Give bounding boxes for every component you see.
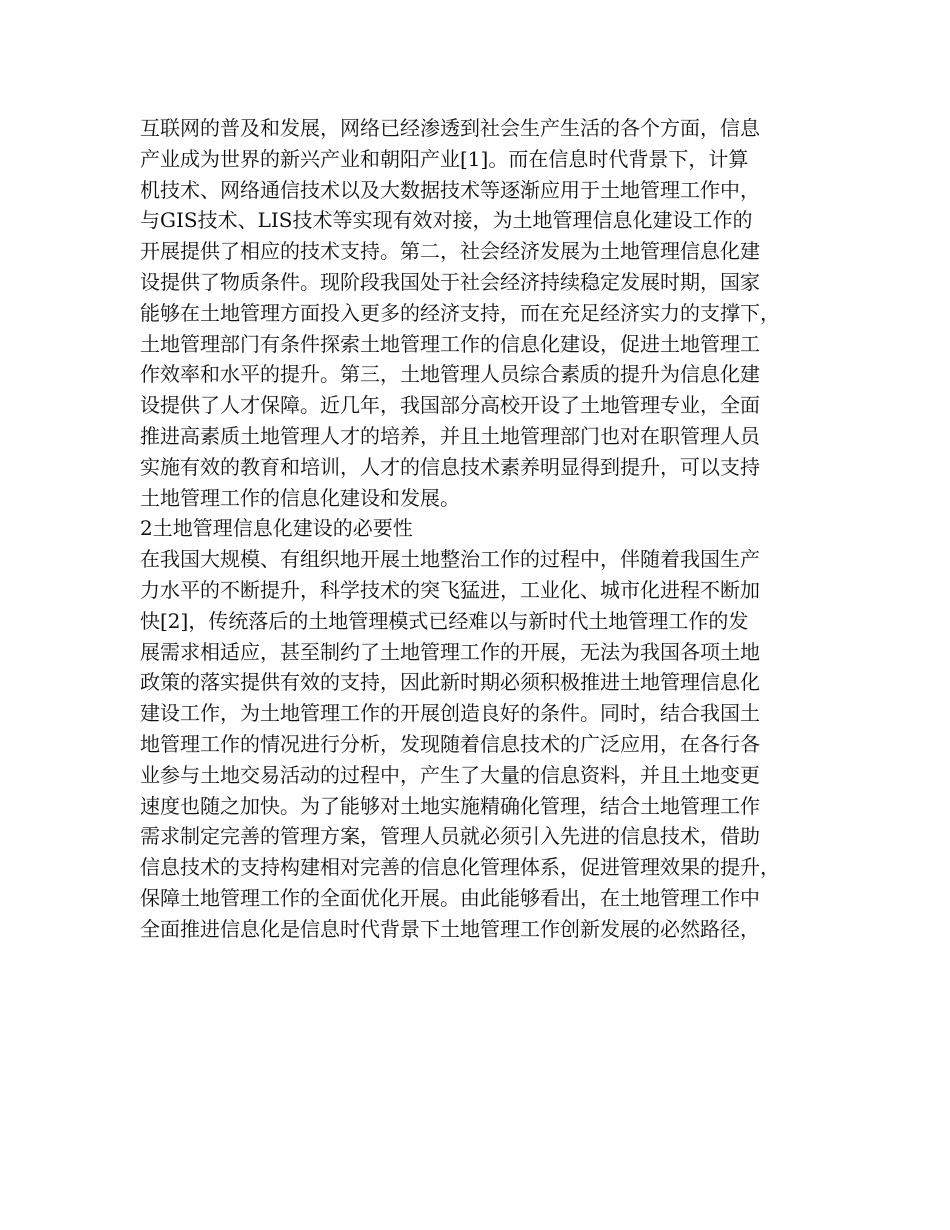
- text-line: 政策的落实提供有效的支持，因此新时期必须积极推进土地管理信息化: [140, 670, 760, 695]
- text-line: 地管理工作的情况进行分析，发现随着信息技术的广泛应用，在各行各: [140, 731, 760, 756]
- text-line: 互联网的普及和发展，网络已经渗透到社会生产生活的各个方面，信息: [140, 116, 760, 140]
- text-line: 全面推进信息化是信息时代背景下土地管理工作创新发展的必然路径，: [140, 916, 760, 941]
- text-line: 实施有效的教育和培训，人才的信息技术素养明显得到提升，可以支持: [140, 454, 760, 479]
- text-line: 机技术、网络通信技术以及大数据技术等逐渐应用于土地管理工作中，: [140, 177, 760, 202]
- text-line: 推进高素质土地管理人才的培养，并且土地管理部门也对在职管理人员: [140, 423, 760, 448]
- text-line: 产业成为世界的新兴产业和朝阳产业[1]。而在信息时代背景下，计算: [140, 146, 749, 171]
- text-line: 作效率和水平的提升。第三，土地管理人员综合素质的提升为信息化建: [140, 362, 760, 387]
- section-heading: 2土地管理信息化建设的必要性: [140, 516, 413, 541]
- text-line: 开展提供了相应的技术支持。第二，社会经济发展为土地管理信息化建: [140, 239, 760, 264]
- text-line: 在我国大规模、有组织地开展土地整治工作的过程中，伴随着我国生产: [140, 547, 760, 572]
- text-line: 保障土地管理工作的全面优化开展。由此能够看出，在土地管理工作中: [140, 885, 760, 910]
- text-line: 需求制定完善的管理方案，管理人员就必须引入先进的信息技术，借助: [140, 824, 760, 849]
- text-line: 能够在土地管理方面投入更多的经济支持，而在充足经济实力的支撑下，: [140, 300, 780, 325]
- text-line: 设提供了人才保障。近几年，我国部分高校开设了土地管理专业，全面: [140, 393, 760, 418]
- text-line: 建设工作，为土地管理工作的开展创造良好的条件。同时，结合我国土: [140, 701, 760, 726]
- text-line: 信息技术的支持构建相对完善的信息化管理体系，促进管理效果的提升，: [140, 855, 780, 880]
- text-line: 力水平的不断提升，科学技术的突飞猛进，工业化、城市化进程不断加: [140, 577, 760, 602]
- text-line: 与GIS技术、LIS技术等实现有效对接，为土地管理信息化建设工作的: [140, 208, 753, 233]
- text-line: 速度也随之加快。为了能够对土地实施精确化管理，结合土地管理工作: [140, 793, 760, 818]
- body-text: [140, 113, 830, 945]
- text-line: 展需求相适应，甚至制约了土地管理工作的开展，无法为我国各项土地: [140, 639, 760, 664]
- text-line: 土地管理工作的信息化建设和发展。: [140, 485, 460, 510]
- text-line: 业参与土地交易活动的过程中，产生了大量的信息资料，并且土地变更: [140, 762, 760, 787]
- text-line: 土地管理部门有条件探索土地管理工作的信息化建设，促进土地管理工: [140, 331, 760, 356]
- text-line: 快[2]，传统落后的土地管理模式已经难以与新时代土地管理工作的发: [140, 608, 749, 633]
- text-line: 设提供了物质条件。现阶段我国处于社会经济持续稳定发展时期，国家: [140, 269, 760, 294]
